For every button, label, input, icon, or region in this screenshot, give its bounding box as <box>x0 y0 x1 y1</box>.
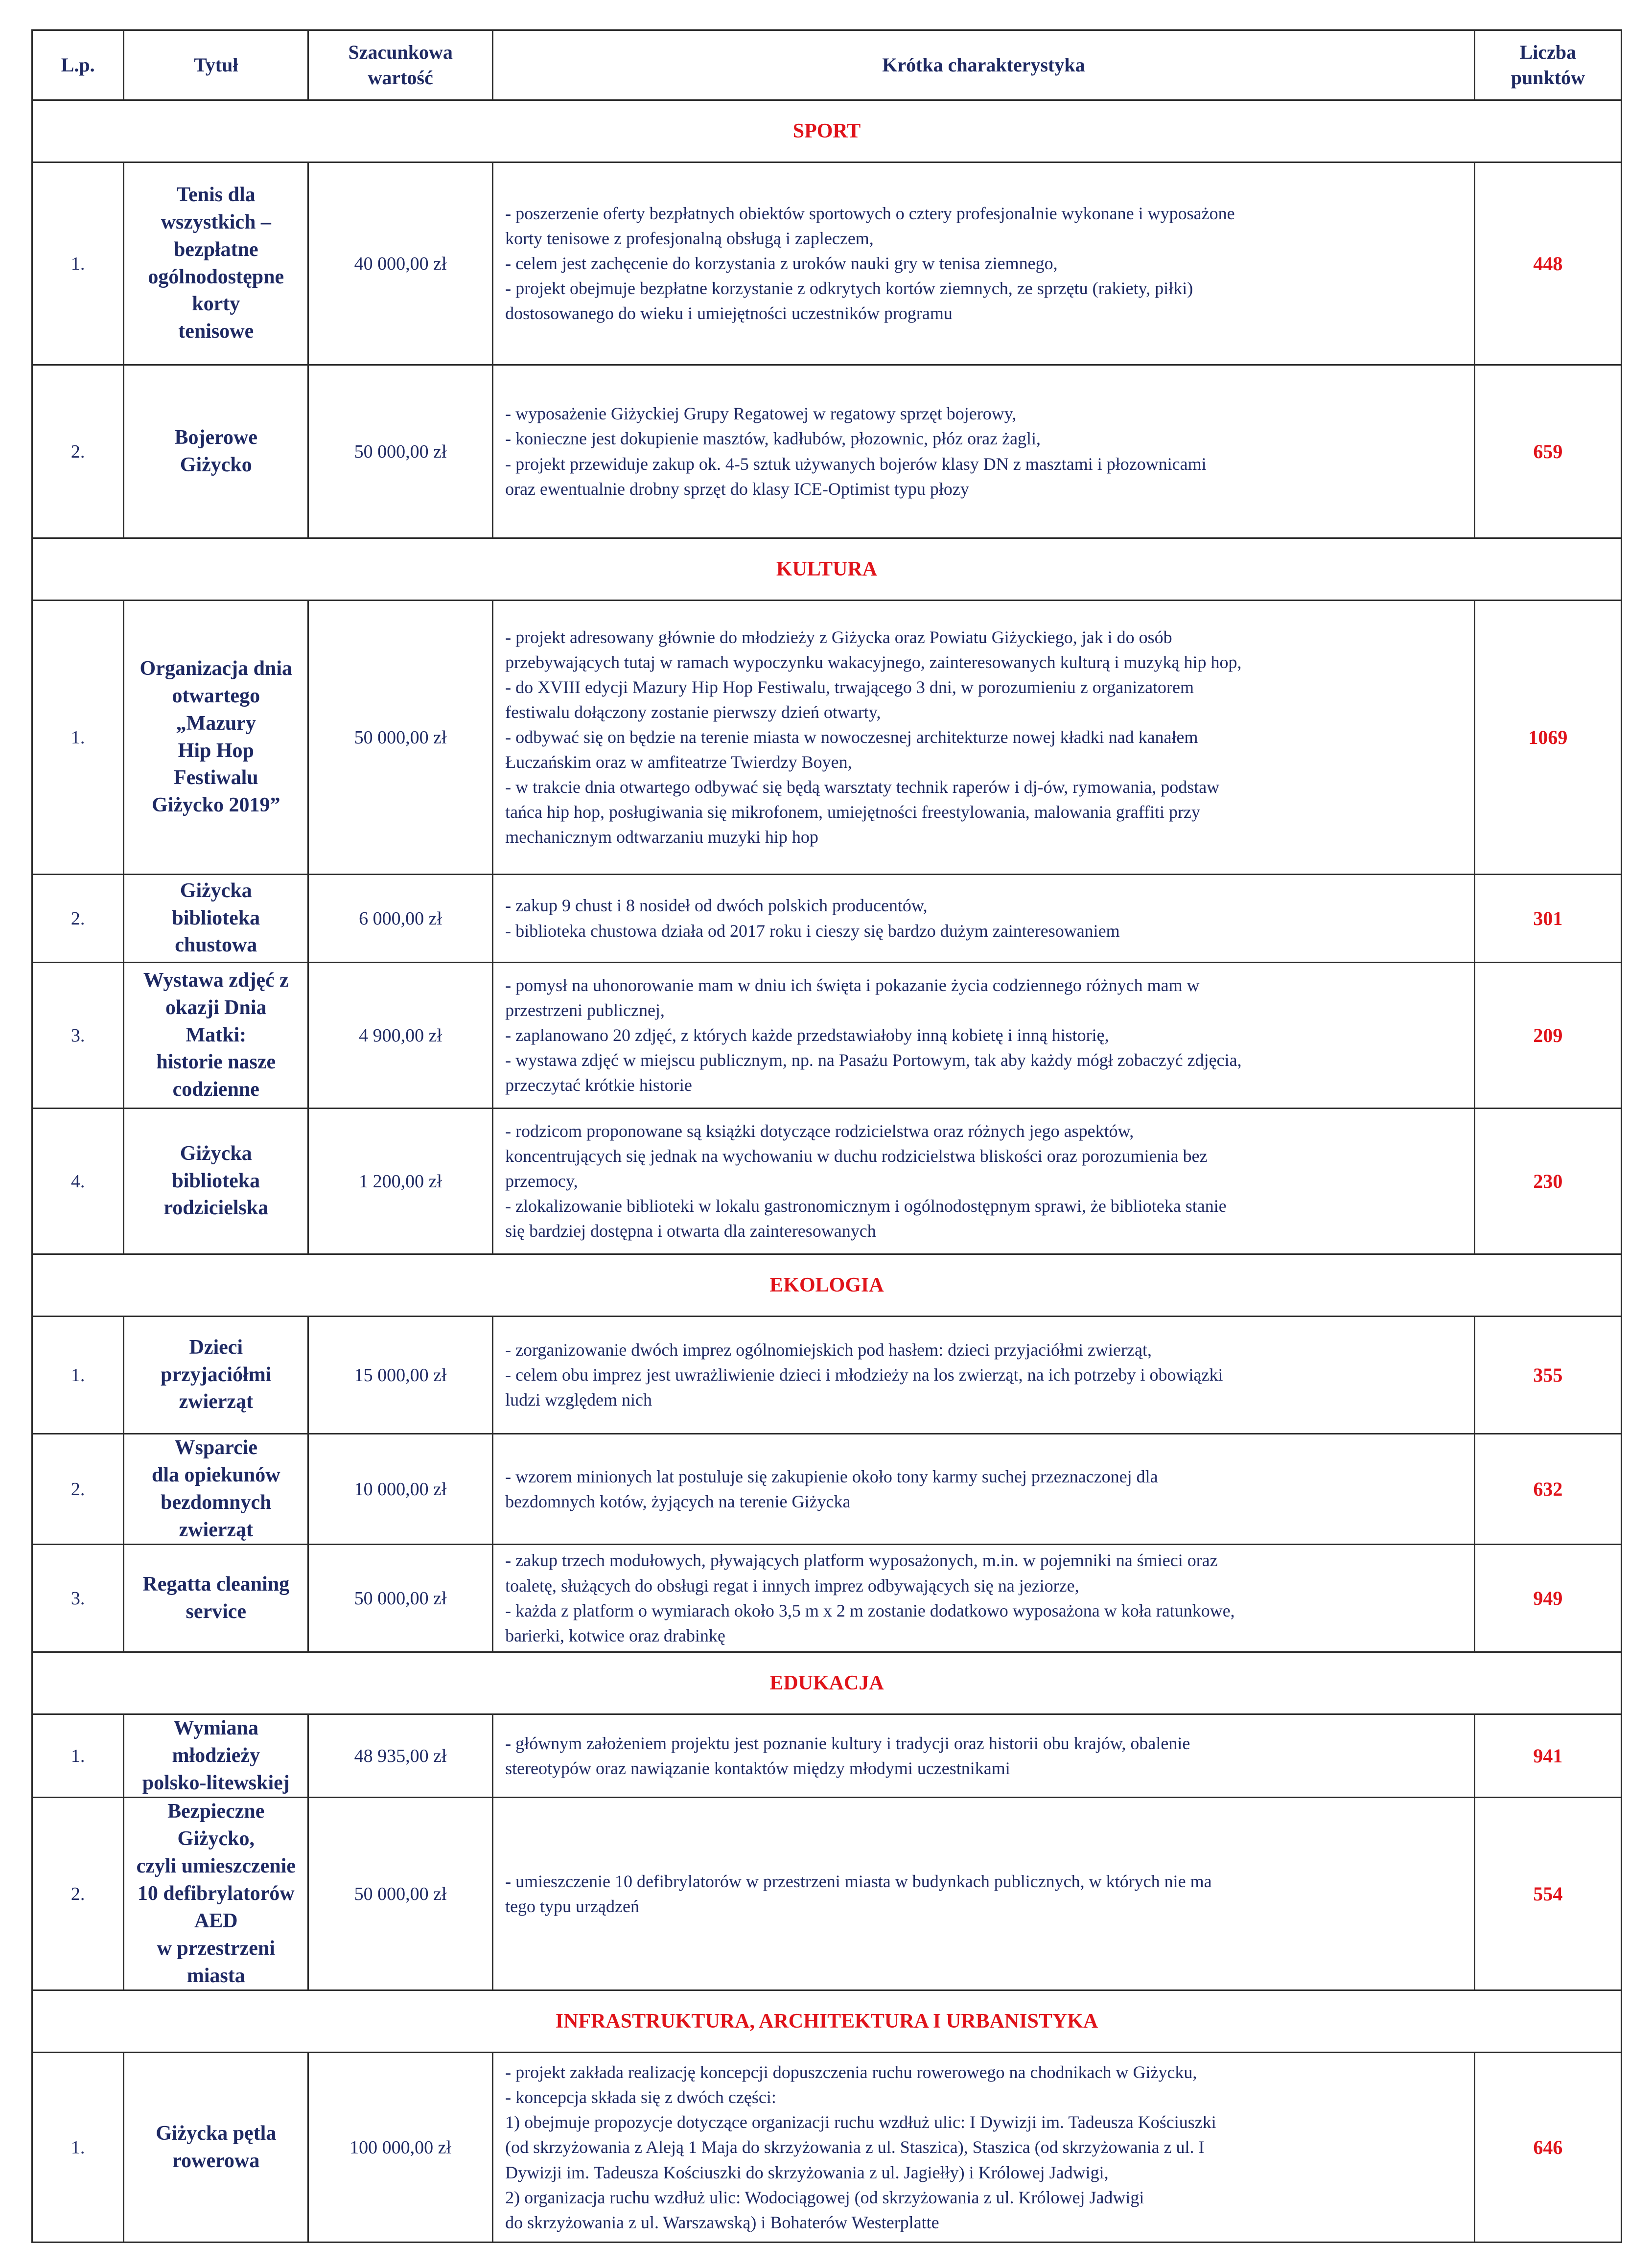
description-line: - projekt przewiduje zakup ok. 4-5 sztuk używanych bojerów klasy DN z masztami i płozownicami <box>505 454 1207 474</box>
description-line: - zakup trzech modułowych, pływających platform wyposażonych, m.in. w pojemniki na śmieci oraz <box>505 1550 1218 1571</box>
project-title <box>124 1545 308 1652</box>
description-line: - w trakcie dnia otwartego odbywać się będą warsztaty technik raperów i dj-ów, rymowania, podstaw <box>505 777 1220 797</box>
project-title-line: Giżycka biblioteka <box>172 879 260 929</box>
project-title-line: 10 defibrylatorów AED <box>137 1882 295 1932</box>
table-row <box>32 875 1622 963</box>
header-points-line: Liczba <box>1519 41 1577 63</box>
description-line: oraz ewentualnie drobny sprzęt do klasy ICE-Optimist typu płozy <box>505 479 969 499</box>
description-line: - konieczne jest dokupienie masztów, kadłubów, płozownic, płóz oraz żagli, <box>505 429 1041 449</box>
project-title-line: okazji Dnia Matki: <box>165 996 267 1046</box>
description-line: tańca hip hop, posługiwania się mikrofonem, umiejętności freestylowania, malowania graffiti przy <box>505 802 1201 822</box>
project-title <box>124 1317 308 1434</box>
header-points-line: punktów <box>1511 67 1585 89</box>
project-title-line: Giżycko 2019” <box>152 794 280 817</box>
points-count: 632 <box>1474 1434 1621 1545</box>
estimated-value: 4 900,00 zł <box>308 963 493 1109</box>
project-description <box>493 1109 1475 1254</box>
project-description <box>493 1434 1475 1545</box>
project-title-line: Bojerowe Giżycko <box>174 426 258 476</box>
section-header-row <box>32 1652 1622 1714</box>
table-row <box>32 162 1622 365</box>
section-title: EDUKACJA <box>32 1652 1622 1714</box>
project-description <box>493 162 1475 365</box>
row-number: 1. <box>32 1317 124 1434</box>
description-line: Łuczańskim oraz w amfiteatrze Twierdzy Boyen, <box>505 752 852 772</box>
section-title: EKOLOGIA <box>32 1254 1622 1317</box>
description-line: - każda z platform o wymiarach około 3,5 m x 2 m zostanie dodatkowo wyposażona w koła ratunkowe, <box>505 1600 1235 1620</box>
project-description <box>493 875 1475 963</box>
project-description <box>493 1545 1475 1652</box>
header-title: Tytuł <box>124 30 308 100</box>
section-title: KULTURA <box>32 538 1622 601</box>
description-line: Dywizji im. Tadeusza Kościuszki do skrzyżowania z ul. Jagiełły) i Królowej Jadwigi, <box>505 2162 1109 2182</box>
description-line: tego typu urządzeń <box>505 1896 639 1916</box>
project-title <box>124 365 308 538</box>
header-lp: L.p. <box>32 30 124 100</box>
points-count: 1069 <box>1474 601 1621 875</box>
description-line: (od skrzyżowania z Aleją 1 Maja do skrzyżowania z ul. Staszica), Staszica (od skrzyżowania z ul. I <box>505 2137 1205 2157</box>
project-title-line: Dzieci przyjaciółmi <box>161 1336 272 1386</box>
description-line: toaletę, służących do obsługi regat i innych imprez odbywających się na jeziorze, <box>505 1575 1079 1596</box>
description-line: - zorganizowanie dwóch imprez ogólnomiejskich pod hasłem: dzieci przyjaciółmi zwierząt, <box>505 1340 1152 1360</box>
project-title <box>124 162 308 365</box>
project-title-line: Tenis dla wszystkich – <box>161 183 271 233</box>
project-title-line: Hip Hop Festiwalu <box>173 739 258 789</box>
table-row <box>32 1317 1622 1434</box>
table-row <box>32 1109 1622 1254</box>
estimated-value: 6 000,00 zł <box>308 875 493 963</box>
header-points <box>1474 30 1621 100</box>
header-value <box>308 30 493 100</box>
row-number: 1. <box>32 1714 124 1798</box>
description-line: - celem obu imprez jest uwrażliwienie dzieci i młodzieży na los zwierząt, na ich potrzeby i obowiązki <box>505 1364 1223 1385</box>
project-title-line: polsko-litewskiej <box>142 1771 290 1794</box>
points-count: 355 <box>1474 1317 1621 1434</box>
description-line: - umieszczenie 10 defibrylatorów w przestrzeni miasta w budynkach publicznych, w których nie ma <box>505 1871 1212 1891</box>
description-line: - zakup 9 chust i 8 nosideł od dwóch polskich producentów, <box>505 896 928 916</box>
project-title <box>124 1798 308 1990</box>
project-description <box>493 601 1475 875</box>
project-title-line: Wystawa zdjęć z <box>143 969 289 992</box>
table-row <box>32 1714 1622 1798</box>
description-line: się bardziej dostępna i otwarta dla zainteresowanych <box>505 1221 876 1241</box>
estimated-value: 50 000,00 zł <box>308 601 493 875</box>
header-value-line: wartość <box>368 67 433 89</box>
row-number: 2. <box>32 1434 124 1545</box>
project-description <box>493 1714 1475 1798</box>
row-number: 2. <box>32 875 124 963</box>
project-title-line: Giżycka biblioteka <box>172 1142 260 1192</box>
description-line: ludzi względem nich <box>505 1390 652 1410</box>
project-title <box>124 875 308 963</box>
section-title: INFRASTRUKTURA, ARCHITEKTURA I URBANISTYKA <box>32 1990 1622 2053</box>
project-title-line: historie nasze <box>156 1051 276 1074</box>
description-line: korty tenisowe z profesjonalną obsługą i zapleczem, <box>505 228 874 248</box>
project-title-line: Organizacja dnia <box>140 657 293 680</box>
points-count: 301 <box>1474 875 1621 963</box>
row-number: 1. <box>32 601 124 875</box>
points-count: 448 <box>1474 162 1621 365</box>
description-line: przestrzeni publicznej, <box>505 1000 665 1020</box>
project-title-line: rodzicielska <box>163 1197 269 1220</box>
project-title-line: chustowa <box>175 934 257 957</box>
description-line: - koncepcja składa się z dwóch części: <box>505 2087 776 2107</box>
project-title-line: bezdomnych zwierząt <box>161 1491 272 1541</box>
project-title-line: Bezpieczne Giżycko, <box>167 1800 265 1850</box>
description-line: 1) obejmuje propozycje dotyczące organizacji ruchu wzdłuż ulic: I Dywizji im. Tadeusza Kościuszki <box>505 2112 1216 2132</box>
project-title-line: Wymiana młodzieży <box>172 1716 260 1767</box>
description-line: - do XVIII edycji Mazury Hip Hop Festiwalu, trwającego 3 dni, w porozumieniu z organizatorem <box>505 677 1194 697</box>
description-line: - rodzicom proponowane są książki dotyczące rodzicielstwa oraz różnych jego aspektów, <box>505 1121 1134 1141</box>
section-header-row <box>32 538 1622 601</box>
row-number: 1. <box>32 162 124 365</box>
project-title-line: ogólnodostępne korty <box>148 265 284 316</box>
description-line: bezdomnych kotów, żyjących na terenie Giżycka <box>505 1491 851 1511</box>
header-row <box>32 30 1622 100</box>
description-line: - zlokalizowanie biblioteki w lokalu gastronomicznym i ogólnodostępnym sprawi, że biblioteka stanie <box>505 1196 1227 1216</box>
project-title-line: otwartego „Mazury <box>172 684 260 735</box>
table-row <box>32 601 1622 875</box>
estimated-value: 40 000,00 zł <box>308 162 493 365</box>
description-line: - poszerzenie oferty bezpłatnych obiektów sportowych o cztery profesjonalnie wykonane i wyposażone <box>505 203 1235 223</box>
description-line: - projekt adresowany głównie do młodzieży z Giżycka oraz Powiatu Giżyckiego, jak i do osób <box>505 627 1172 647</box>
project-title-line: service <box>186 1600 247 1623</box>
estimated-value: 50 000,00 zł <box>308 365 493 538</box>
estimated-value: 10 000,00 zł <box>308 1434 493 1545</box>
description-line: dostosowanego do wieku i umiejętności uczestników programu <box>505 303 953 324</box>
description-line: przemocy, <box>505 1171 578 1191</box>
points-count: 646 <box>1474 2053 1621 2243</box>
section-header-row <box>32 100 1622 162</box>
description-line: - projekt obejmuje bezpłatne korzystanie z odkrytych kortów ziemnych, ze sprzętu (rakiety, piłki) <box>505 278 1193 299</box>
description-line: - głównym założeniem projektu jest poznanie kultury i tradycji oraz historii obu krajów, obalenie <box>505 1733 1190 1753</box>
row-number: 3. <box>32 963 124 1109</box>
description-line: - pomysł na uhonorowanie mam w dniu ich święta i pokazanie życia codziennego różnych mam w <box>505 975 1200 995</box>
table-row <box>32 1545 1622 1652</box>
description-line: - odbywać się on będzie na terenie miasta w nowoczesnej architekturze nowej kładki nad kanałem <box>505 727 1198 747</box>
table-row <box>32 2053 1622 2243</box>
estimated-value: 100 000,00 zł <box>308 2053 493 2243</box>
projects-table <box>31 29 1622 2243</box>
description-line: przeczytać krótkie historie <box>505 1075 692 1095</box>
project-title-line: rowerowa <box>172 2149 260 2172</box>
section-title: SPORT <box>32 100 1622 162</box>
description-line: - projekt zakłada realizację koncepcji dopuszczenia ruchu rowerowego na chodnikach w Giżycku, <box>505 2062 1197 2082</box>
project-title-line: Giżycka pętla <box>156 2122 277 2145</box>
project-title-line: codzienne <box>172 1078 259 1101</box>
table-row <box>32 963 1622 1109</box>
project-title-line: Regatta cleaning <box>142 1572 290 1596</box>
description-line: - wyposażenie Giżyckiej Grupy Regatowej w regatowy sprzęt bojerowy, <box>505 404 1017 424</box>
description-line: - wzorem minionych lat postuluje się zakupienie około tony karmy suchej przeznaczonej dla <box>505 1466 1158 1486</box>
estimated-value: 15 000,00 zł <box>308 1317 493 1434</box>
header-value-line: Szacunkowa <box>348 41 453 63</box>
project-title <box>124 601 308 875</box>
table-row <box>32 365 1622 538</box>
description-line: mechanicznym odtwarzaniu muzyki hip hop <box>505 827 818 847</box>
row-number: 2. <box>32 1798 124 1990</box>
project-title-line: zwierząt <box>179 1390 254 1413</box>
project-title <box>124 963 308 1109</box>
description-line: - wystawa zdjęć w miejscu publicznym, np. na Pasażu Portowym, tak aby każdy mógł zobaczyć zdjęcia, <box>505 1050 1242 1070</box>
row-number: 1. <box>32 2053 124 2243</box>
project-title-line: Wsparcie <box>174 1436 258 1459</box>
description-line: - celem jest zachęcenie do korzystania z uroków nauki gry w tenisa ziemnego, <box>505 253 1058 273</box>
project-title-line: czyli umieszczenie <box>136 1855 296 1878</box>
description-line: - biblioteka chustowa działa od 2017 roku i cieszy się bardzo dużym zainteresowaniem <box>505 921 1120 941</box>
project-title-line: w przestrzeni miasta <box>157 1937 275 1987</box>
description-line: stereotypów oraz nawiązanie kontaktów między młodymi uczestnikami <box>505 1758 1010 1778</box>
description-line: koncentrujących się jednak na wychowaniu w duchu rodzicielstwa bliskości oraz porozumienia bez <box>505 1146 1208 1166</box>
table-row <box>32 1798 1622 1990</box>
description-line: 2) organizacja ruchu wzdłuż ulic: Wodociągowej (od skrzyżowania z ul. Królowej Jadwigi <box>505 2187 1144 2207</box>
row-number: 4. <box>32 1109 124 1254</box>
points-count: 949 <box>1474 1545 1621 1652</box>
project-title <box>124 2053 308 2243</box>
project-title <box>124 1434 308 1545</box>
estimated-value: 50 000,00 zł <box>308 1798 493 1990</box>
section-header-row <box>32 1990 1622 2053</box>
project-title-line: tenisowe <box>178 320 254 343</box>
project-title-line: dla opiekunów <box>151 1463 280 1486</box>
project-description <box>493 2053 1475 2243</box>
points-count: 554 <box>1474 1798 1621 1990</box>
table-body <box>32 100 1622 2243</box>
project-title <box>124 1109 308 1254</box>
estimated-value: 50 000,00 zł <box>308 1545 493 1652</box>
points-count: 659 <box>1474 365 1621 538</box>
estimated-value: 48 935,00 zł <box>308 1714 493 1798</box>
points-count: 941 <box>1474 1714 1621 1798</box>
row-number: 3. <box>32 1545 124 1652</box>
points-count: 230 <box>1474 1109 1621 1254</box>
row-number: 2. <box>32 365 124 538</box>
points-count: 209 <box>1474 963 1621 1109</box>
section-header-row <box>32 1254 1622 1317</box>
description-line: przebywających tutaj w ramach wypoczynku wakacyjnego, zainteresowanych kulturą i muzyką hip hop, <box>505 652 1242 672</box>
description-line: barierki, kotwice oraz drabinkę <box>505 1625 725 1645</box>
project-title-line: bezpłatne <box>173 238 258 261</box>
table-row <box>32 1434 1622 1545</box>
project-description <box>493 1317 1475 1434</box>
description-line: - zaplanowano 20 zdjęć, z których każde przedstawiałoby inną kobietę i inną historię, <box>505 1025 1109 1045</box>
header-description: Krótka charakterystyka <box>493 30 1475 100</box>
description-line: festiwalu dołączony zostanie pierwszy dzień otwarty, <box>505 702 881 722</box>
project-description <box>493 1798 1475 1990</box>
project-description <box>493 963 1475 1109</box>
description-line: do skrzyżowania z ul. Warszawską) i Bohaterów Westerplatte <box>505 2212 939 2232</box>
estimated-value: 1 200,00 zł <box>308 1109 493 1254</box>
project-title <box>124 1714 308 1798</box>
project-description <box>493 365 1475 538</box>
